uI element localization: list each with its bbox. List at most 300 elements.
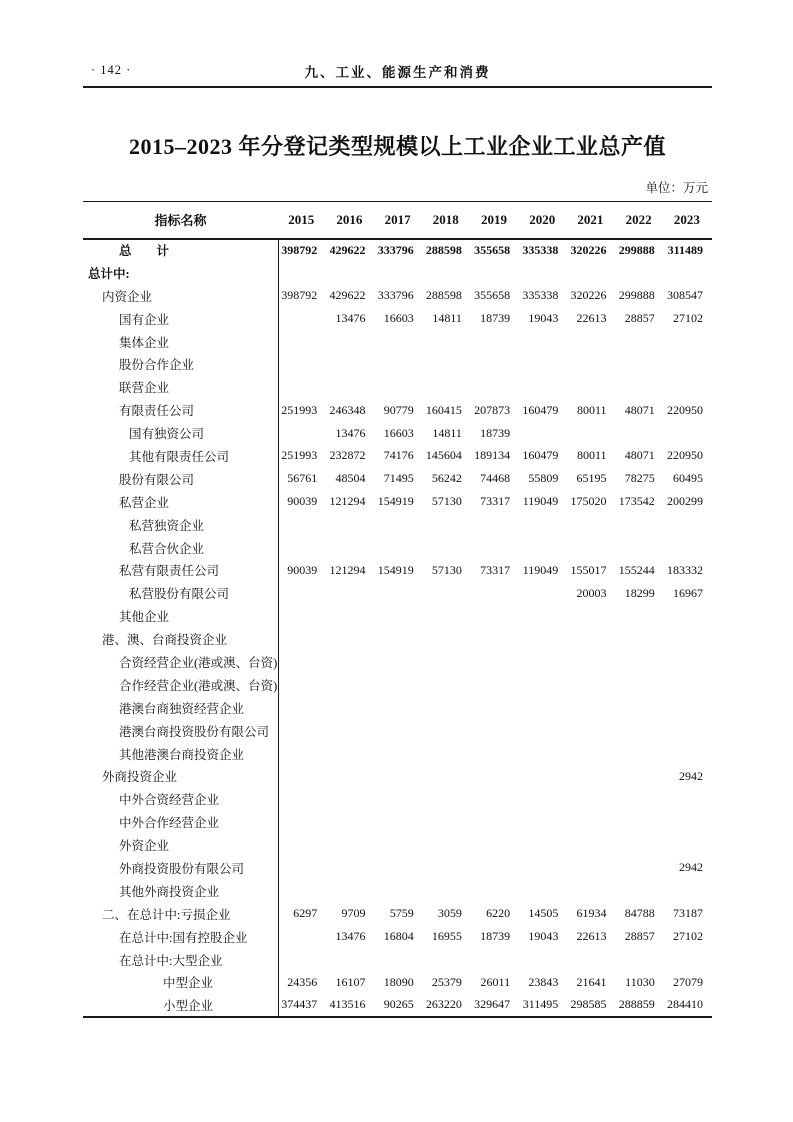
table-row — [83, 284, 712, 307]
value-cell — [375, 742, 423, 765]
indicator-cell: 小型企业 — [83, 994, 278, 1017]
value-cell — [567, 513, 615, 536]
value-cell: 24356 — [287, 974, 318, 989]
value-cell: 220950 — [667, 402, 703, 417]
value-cell — [278, 330, 326, 353]
value-cell — [278, 788, 326, 811]
value-cell — [664, 834, 712, 857]
value-cell: 80011 — [576, 402, 607, 417]
value-cell — [278, 422, 326, 445]
value-cell — [519, 948, 567, 971]
indicator-cell: 有限责任公司 — [83, 399, 278, 422]
value-cell: 25379 — [431, 974, 462, 989]
value-cell: 220950 — [667, 448, 703, 463]
value-cell — [567, 879, 615, 902]
value-cell — [567, 673, 615, 696]
value-cell: 374437 — [281, 997, 318, 1012]
indicator-cell: 中型企业 — [83, 971, 278, 994]
value-cell: 22613 — [576, 311, 607, 326]
value-cell: 23843 — [528, 974, 559, 989]
value-cell — [567, 261, 615, 284]
value-cell: 2942 — [679, 860, 703, 875]
value-cell — [616, 834, 664, 857]
value-cell — [664, 261, 712, 284]
value-cell — [471, 765, 519, 788]
value-cell — [278, 261, 326, 284]
value-cell: 121294 — [329, 494, 366, 509]
value-cell: 251993 — [281, 448, 318, 463]
value-cell: 145604 — [425, 448, 462, 463]
indicator-cell: 中外合资经营企业 — [83, 788, 278, 811]
value-cell: 18739 — [480, 425, 511, 440]
value-cell — [471, 353, 519, 376]
value-cell — [278, 719, 326, 742]
value-cell — [278, 307, 326, 330]
value-cell — [375, 353, 423, 376]
value-cell — [423, 765, 471, 788]
value-cell — [519, 696, 567, 719]
value-cell — [278, 651, 326, 674]
value-cell — [616, 605, 664, 628]
value-cell: 27079 — [673, 974, 703, 989]
value-cell: 119049 — [522, 562, 559, 577]
value-cell — [278, 834, 326, 857]
value-cell — [664, 719, 712, 742]
value-cell — [375, 948, 423, 971]
value-cell — [664, 353, 712, 376]
value-cell — [423, 605, 471, 628]
value-cell: 74468 — [480, 471, 511, 486]
value-cell: 320226 — [570, 242, 607, 257]
value-cell: 329647 — [474, 997, 511, 1012]
value-cell — [326, 330, 374, 353]
value-cell — [567, 857, 615, 880]
indicator-cell: 二、在总计中:亏损企业 — [83, 902, 278, 925]
value-cell: 28857 — [624, 929, 655, 944]
year-header: 2023 — [664, 202, 712, 239]
value-cell: 16603 — [383, 311, 414, 326]
value-cell — [375, 536, 423, 559]
value-cell — [616, 353, 664, 376]
table-row — [83, 857, 712, 880]
table-row — [83, 445, 712, 468]
year-header: 2021 — [567, 202, 615, 239]
value-cell — [471, 857, 519, 880]
value-cell — [471, 628, 519, 651]
value-cell — [278, 925, 326, 948]
value-cell: 429622 — [329, 242, 366, 257]
value-cell — [423, 788, 471, 811]
value-cell: 13476 — [335, 311, 366, 326]
value-cell — [278, 376, 326, 399]
year-header: 2015 — [278, 202, 326, 239]
value-cell — [375, 696, 423, 719]
value-cell — [664, 696, 712, 719]
value-cell: 14505 — [528, 906, 559, 921]
indicator-cell: 国有独资公司 — [83, 422, 278, 445]
value-cell — [519, 719, 567, 742]
value-cell — [326, 788, 374, 811]
year-header: 2016 — [326, 202, 374, 239]
value-cell — [375, 788, 423, 811]
value-cell — [278, 536, 326, 559]
indicator-cell: 其他外商投资企业 — [83, 879, 278, 902]
value-cell — [664, 422, 712, 445]
value-cell — [471, 582, 519, 605]
value-cell: 16107 — [335, 974, 366, 989]
year-header: 2018 — [423, 202, 471, 239]
table-row — [83, 742, 712, 765]
table-row — [83, 582, 712, 605]
value-cell — [326, 673, 374, 696]
value-cell: 55809 — [528, 471, 559, 486]
value-cell: 333796 — [377, 242, 414, 257]
indicator-cell: 在总计中:大型企业 — [83, 948, 278, 971]
value-cell — [423, 857, 471, 880]
value-cell — [375, 651, 423, 674]
value-cell: 284410 — [667, 997, 703, 1012]
value-cell — [375, 673, 423, 696]
value-cell: 65195 — [576, 471, 607, 486]
value-cell — [326, 353, 374, 376]
year-header: 2020 — [519, 202, 567, 239]
value-cell: 154919 — [377, 562, 414, 577]
value-cell — [664, 651, 712, 674]
indicator-cell: 股份合作企业 — [83, 353, 278, 376]
table-row — [83, 834, 712, 857]
value-cell: 155017 — [570, 562, 607, 577]
value-cell — [326, 696, 374, 719]
value-cell — [664, 879, 712, 902]
year-header: 2017 — [375, 202, 423, 239]
value-cell: 288859 — [618, 997, 655, 1012]
table-row — [83, 651, 712, 674]
value-cell — [326, 261, 374, 284]
value-cell: 335338 — [522, 288, 559, 303]
value-cell: 160415 — [425, 402, 462, 417]
value-cell: 5759 — [389, 906, 414, 921]
value-cell — [326, 948, 374, 971]
value-cell — [519, 811, 567, 834]
value-cell — [471, 948, 519, 971]
indicator-cell: 外资企业 — [83, 834, 278, 857]
table-row — [83, 971, 712, 994]
value-cell — [567, 788, 615, 811]
value-cell: 311489 — [667, 242, 703, 257]
indicator-cell: 私营独资企业 — [83, 513, 278, 536]
value-cell — [471, 605, 519, 628]
table-body — [83, 239, 712, 1017]
value-cell: 57130 — [431, 494, 462, 509]
value-cell — [423, 628, 471, 651]
value-cell — [423, 673, 471, 696]
value-cell — [616, 376, 664, 399]
table-header-row — [83, 202, 712, 239]
table-row — [83, 422, 712, 445]
value-cell — [375, 330, 423, 353]
value-cell: 19043 — [528, 929, 559, 944]
value-cell — [616, 857, 664, 880]
value-cell — [326, 857, 374, 880]
value-cell — [616, 696, 664, 719]
value-cell — [616, 948, 664, 971]
value-cell — [423, 353, 471, 376]
value-cell: 48071 — [624, 448, 655, 463]
value-cell: 18739 — [480, 311, 511, 326]
value-cell: 355658 — [474, 288, 511, 303]
value-cell — [519, 742, 567, 765]
table-row — [83, 490, 712, 513]
value-cell: 14811 — [432, 311, 462, 326]
value-cell — [423, 582, 471, 605]
value-cell: 18090 — [383, 974, 414, 989]
value-cell — [375, 376, 423, 399]
value-cell — [519, 582, 567, 605]
table-row — [83, 307, 712, 330]
value-cell: 6297 — [293, 906, 318, 921]
value-cell: 288598 — [425, 242, 462, 257]
value-cell: 80011 — [576, 448, 607, 463]
value-cell: 19043 — [528, 311, 559, 326]
table-row — [83, 330, 712, 353]
value-cell — [519, 651, 567, 674]
table-row — [83, 376, 712, 399]
value-cell — [664, 948, 712, 971]
indicator-cell: 总计中: — [83, 261, 278, 284]
value-cell: 13476 — [335, 425, 366, 440]
value-cell — [567, 651, 615, 674]
value-cell — [326, 536, 374, 559]
value-cell — [375, 582, 423, 605]
value-cell: 119049 — [522, 494, 559, 509]
indicator-cell: 股份有限公司 — [83, 467, 278, 490]
value-cell: 160479 — [522, 448, 559, 463]
value-cell: 335338 — [522, 242, 559, 257]
value-cell: 90039 — [287, 494, 318, 509]
value-cell — [664, 742, 712, 765]
table-row — [83, 673, 712, 696]
value-cell: 173542 — [618, 494, 655, 509]
value-cell — [471, 811, 519, 834]
value-cell: 18739 — [480, 929, 511, 944]
value-cell — [278, 696, 326, 719]
value-cell — [375, 879, 423, 902]
value-cell — [326, 628, 374, 651]
value-cell — [616, 261, 664, 284]
value-cell — [326, 582, 374, 605]
value-cell — [616, 811, 664, 834]
value-cell — [423, 948, 471, 971]
value-cell: 27102 — [673, 929, 703, 944]
value-cell — [423, 719, 471, 742]
value-cell: 28857 — [624, 311, 655, 326]
value-cell: 57130 — [431, 562, 462, 577]
value-cell — [519, 834, 567, 857]
value-cell: 78275 — [624, 471, 655, 486]
indicator-cell: 合资经营企业(港或澳、台资) — [83, 651, 278, 674]
table-row — [83, 696, 712, 719]
value-cell: 18299 — [624, 585, 655, 600]
value-cell — [278, 857, 326, 880]
value-cell — [278, 582, 326, 605]
value-cell: 288598 — [425, 288, 462, 303]
value-cell: 398792 — [281, 288, 318, 303]
indicator-name-header: 指标名称 — [83, 202, 278, 239]
value-cell — [423, 376, 471, 399]
value-cell: 155244 — [618, 562, 655, 577]
page-title: 2015–2023 年分登记类型规模以上工业企业工业总产值 — [128, 134, 666, 159]
value-cell — [471, 651, 519, 674]
indicator-cell: 总 计 — [83, 239, 278, 262]
table-row — [83, 605, 712, 628]
indicator-cell: 私营股份有限公司 — [83, 582, 278, 605]
table-row — [83, 811, 712, 834]
indicator-cell: 其他有限责任公司 — [83, 445, 278, 468]
value-cell — [519, 788, 567, 811]
table-row — [83, 765, 712, 788]
value-cell — [567, 834, 615, 857]
chapter-title: 九、工业、能源生产和消费 — [304, 65, 491, 80]
table-row — [83, 879, 712, 902]
value-cell — [567, 765, 615, 788]
value-cell: 429622 — [329, 288, 366, 303]
value-cell — [519, 261, 567, 284]
value-cell — [423, 513, 471, 536]
value-cell — [616, 788, 664, 811]
value-cell — [664, 536, 712, 559]
indicator-cell: 合作经营企业(港或澳、台资) — [83, 673, 278, 696]
value-cell — [278, 765, 326, 788]
table-row — [83, 788, 712, 811]
table-row — [83, 399, 712, 422]
value-cell: 56242 — [431, 471, 462, 486]
value-cell — [471, 513, 519, 536]
value-cell: 13476 — [335, 929, 366, 944]
value-cell — [326, 376, 374, 399]
value-cell — [326, 651, 374, 674]
value-cell: 200299 — [667, 494, 703, 509]
indicator-cell: 外商投资股份有限公司 — [83, 857, 278, 880]
value-cell: 299888 — [618, 288, 655, 303]
value-cell — [664, 605, 712, 628]
value-cell — [471, 696, 519, 719]
value-cell: 175020 — [570, 494, 607, 509]
value-cell — [567, 696, 615, 719]
value-cell — [471, 834, 519, 857]
value-cell — [471, 788, 519, 811]
indicator-cell: 外商投资企业 — [83, 765, 278, 788]
value-cell — [519, 422, 567, 445]
value-cell — [616, 742, 664, 765]
table-row — [83, 536, 712, 559]
value-cell — [326, 605, 374, 628]
value-cell: 413516 — [329, 997, 366, 1012]
value-cell — [423, 696, 471, 719]
value-cell — [375, 628, 423, 651]
value-cell — [616, 765, 664, 788]
value-cell: 121294 — [329, 562, 366, 577]
value-cell: 16955 — [431, 929, 462, 944]
value-cell — [664, 513, 712, 536]
table-row — [83, 261, 712, 284]
value-cell — [423, 536, 471, 559]
value-cell: 56761 — [287, 471, 318, 486]
value-cell — [278, 948, 326, 971]
value-cell — [567, 422, 615, 445]
value-cell — [664, 628, 712, 651]
value-cell: 299888 — [618, 242, 655, 257]
table-row — [83, 628, 712, 651]
value-cell: 48504 — [335, 471, 366, 486]
value-cell — [326, 879, 374, 902]
value-cell — [278, 513, 326, 536]
value-cell — [423, 742, 471, 765]
table-row — [83, 467, 712, 490]
value-cell: 22613 — [576, 929, 607, 944]
value-cell: 355658 — [474, 242, 511, 257]
value-cell: 189134 — [474, 448, 511, 463]
value-cell — [471, 719, 519, 742]
value-cell: 20003 — [576, 585, 607, 600]
value-cell: 2942 — [679, 768, 703, 783]
value-cell — [471, 742, 519, 765]
value-cell: 16804 — [383, 929, 414, 944]
value-cell — [519, 879, 567, 902]
value-cell — [423, 879, 471, 902]
value-cell: 3059 — [437, 906, 462, 921]
value-cell: 90265 — [383, 997, 414, 1012]
value-cell — [326, 834, 374, 857]
table-row — [83, 353, 712, 376]
value-cell — [471, 376, 519, 399]
value-cell — [567, 330, 615, 353]
value-cell — [567, 353, 615, 376]
value-cell — [567, 536, 615, 559]
value-cell — [423, 834, 471, 857]
value-cell — [519, 513, 567, 536]
value-cell — [278, 628, 326, 651]
value-cell: 154919 — [377, 494, 414, 509]
page-number: · 142 · — [91, 63, 132, 77]
indicator-cell: 私营企业 — [83, 490, 278, 513]
value-cell: 74176 — [383, 448, 414, 463]
indicator-cell: 港澳台商独资经营企业 — [83, 696, 278, 719]
value-cell — [375, 261, 423, 284]
indicator-cell: 私营有限责任公司 — [83, 559, 278, 582]
value-cell — [326, 513, 374, 536]
value-cell — [375, 605, 423, 628]
indicator-cell: 集体企业 — [83, 330, 278, 353]
value-cell: 90039 — [287, 562, 318, 577]
table-row — [83, 513, 712, 536]
value-cell — [519, 376, 567, 399]
value-cell: 61934 — [576, 906, 607, 921]
value-cell — [375, 857, 423, 880]
value-cell — [519, 628, 567, 651]
value-cell — [519, 673, 567, 696]
value-cell: 207873 — [474, 402, 511, 417]
value-cell — [664, 811, 712, 834]
value-cell — [375, 719, 423, 742]
value-cell — [664, 376, 712, 399]
table-row — [83, 239, 712, 262]
value-cell: 90779 — [383, 402, 414, 417]
value-cell — [326, 765, 374, 788]
value-cell: 21641 — [576, 974, 607, 989]
value-cell: 232872 — [329, 448, 366, 463]
value-cell — [664, 788, 712, 811]
value-cell — [278, 742, 326, 765]
